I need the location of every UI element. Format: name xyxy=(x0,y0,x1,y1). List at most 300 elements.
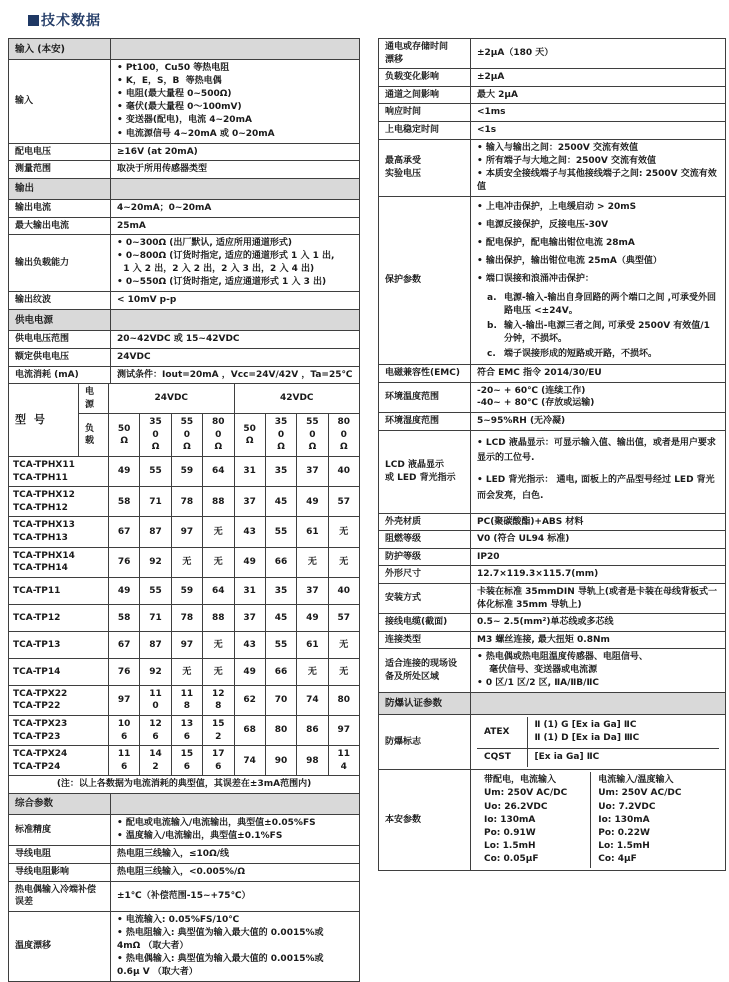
spec-value: <1ms xyxy=(471,104,726,122)
table-row xyxy=(379,365,726,383)
power-row xyxy=(9,547,360,577)
kv-rows-ripple xyxy=(9,292,360,310)
section-title: 供电电源 xyxy=(9,310,111,331)
ex-mark-inner-table xyxy=(477,717,719,767)
table-row xyxy=(379,86,726,104)
kv-rows-mechanical xyxy=(379,513,726,649)
model-cell: TCA-TP14 xyxy=(9,658,109,685)
supply-header: 电源 xyxy=(79,384,109,414)
section-header-row xyxy=(9,39,360,60)
model-cell: TCA-TPHX14 TCA-TPH14 xyxy=(9,547,109,577)
spec-line: Uo: 7.2VDC xyxy=(598,801,656,812)
current-value: 无 xyxy=(203,517,234,547)
table-row xyxy=(379,631,726,649)
table-row xyxy=(379,531,726,549)
spec-label: 输出电流 xyxy=(9,200,111,218)
spec-line: • 输入与输出之间：2500V 交流有效值 xyxy=(477,142,639,153)
current-value: 无 xyxy=(297,547,328,577)
current-value: 80 xyxy=(328,685,359,715)
cqst-row xyxy=(477,748,719,767)
spec-value xyxy=(471,139,726,196)
atex-row xyxy=(477,717,719,749)
section-header-row xyxy=(9,310,360,331)
model-cell: TCA-TP13 xyxy=(9,631,109,658)
model-cell: TCA-TP11 xyxy=(9,577,109,604)
spec-value xyxy=(471,769,726,870)
spec-line: • 所有端子与大地之间：2500V 交流有效值 xyxy=(477,155,657,166)
intrinsic-safety-row xyxy=(379,769,726,870)
current-value: 31 xyxy=(234,577,265,604)
table-row xyxy=(9,348,360,366)
kv-rows-output xyxy=(9,200,360,235)
current-value: 97 xyxy=(328,716,359,746)
current-value: 无 xyxy=(203,658,234,685)
spec-label: 标准精度 xyxy=(9,815,111,846)
spec-value: 12.7×119.3×115.7(mm) xyxy=(471,566,726,584)
table-row xyxy=(379,566,726,584)
current-value: 40 xyxy=(328,577,359,604)
spec-line: Lo: 1.5mH xyxy=(484,840,536,851)
spec-line: Po: 0.22W xyxy=(598,827,650,838)
current-value: 116 xyxy=(109,746,140,776)
current-value: 74 xyxy=(297,685,328,715)
current-value: 无 xyxy=(328,631,359,658)
current-value: 92 xyxy=(140,658,171,685)
spec-lines xyxy=(484,774,583,865)
current-value: 67 xyxy=(109,517,140,547)
spec-line: • 热电阻输入: 典型值为输入最大值的 0.0015%或 xyxy=(117,927,324,938)
model-header: 型 号 xyxy=(9,384,79,457)
spec-label: 环境湿度范围 xyxy=(379,413,471,431)
current-value: 55 xyxy=(140,457,171,487)
section-header-empty xyxy=(471,693,726,714)
spec-line: Io: 130mA xyxy=(598,814,650,825)
right-column xyxy=(378,38,726,871)
section-header-row xyxy=(379,693,726,714)
spec-line: • K，E，S，B 等热电偶 xyxy=(117,76,222,87)
lettered-item xyxy=(477,291,719,319)
power-header-row-1 xyxy=(9,384,360,414)
current-value: 40 xyxy=(328,457,359,487)
spec-line: Uo: 26.2VDC xyxy=(484,801,548,812)
spec-line: Um: 250V AC/DC xyxy=(484,788,568,799)
current-value: 156 xyxy=(171,746,202,776)
cert-value: Ⅱ (1) G [Ex ia Ga] ⅡC Ⅱ (1) D [Ex ia Da] ⅢC xyxy=(527,717,719,749)
spec-lines xyxy=(477,436,719,505)
power-table-header xyxy=(9,384,360,457)
spec-label: 导线电阻影响 xyxy=(9,863,111,881)
spec-label: 输出负载能力 xyxy=(9,235,111,292)
right-spec-table xyxy=(378,38,726,871)
spec-label: 外形尺寸 xyxy=(379,566,471,584)
spec-line: • 变送器(配电)，电流 4~20mA xyxy=(117,115,252,126)
two-column-layout xyxy=(8,38,726,982)
current-value: 55 xyxy=(265,631,296,658)
current-value: 78 xyxy=(171,604,202,631)
field-devices-row xyxy=(379,649,726,693)
table-row xyxy=(9,200,360,218)
spec-line: • 电流输入: 0.05%FS/10℃ xyxy=(117,914,240,925)
table-row xyxy=(9,217,360,235)
current-value: 45 xyxy=(265,604,296,631)
spec-line: • 输出保护，输出钳位电流 25mA（典型值） xyxy=(477,255,662,266)
item-marker: a. xyxy=(487,292,497,303)
table-row xyxy=(9,815,360,846)
note-text: (注：以上各数据为电流消耗的典型值，其误差在±3mA范围内) xyxy=(9,776,360,794)
section-header-empty xyxy=(111,178,360,199)
spec-line: • 上电冲击保护，上电缓启动 > 20mS xyxy=(477,201,637,212)
cert-name: CQST xyxy=(477,748,527,767)
is-params-inner-table xyxy=(477,772,719,868)
spec-line: Lo: 1.5mH xyxy=(598,840,650,851)
section-header-empty xyxy=(111,793,360,814)
current-value: 71 xyxy=(140,487,171,517)
current-value: 90 xyxy=(265,746,296,776)
protection-row xyxy=(379,196,726,364)
spec-value xyxy=(111,235,360,292)
current-value: 43 xyxy=(234,517,265,547)
load-col-header: 550 Ω xyxy=(171,414,202,457)
kv-rows-input xyxy=(9,143,360,178)
spec-line: Co: 0.05μF xyxy=(484,853,539,864)
current-value: 114 xyxy=(328,746,359,776)
spec-line: 4mΩ （取大者） xyxy=(117,940,189,951)
current-value: 97 xyxy=(109,685,140,715)
current-value: 78 xyxy=(171,487,202,517)
spec-label: 最高承受 实验电压 xyxy=(379,139,471,196)
lettered-item xyxy=(477,347,719,362)
item-text: 端子误接形成的短路或开路，不损坏。 xyxy=(504,349,658,360)
load-col-header: 350 Ω xyxy=(140,414,171,457)
item-marker: b. xyxy=(487,321,497,332)
spec-line: • LCD 液晶显示：可显示输入值、输出值，或者是用户要求显示的工位号. xyxy=(477,437,716,464)
item-text: 输入-输出-电源三者之间, 可承受 2500V 有效值/1 分钟，不损坏。 xyxy=(504,321,710,345)
current-value: 136 xyxy=(171,716,202,746)
model-cell: TCA-TP12 xyxy=(9,604,109,631)
spec-value: -20~ + 60℃ (连续工作) -40~ + 80℃ (存放或运输) xyxy=(471,382,726,412)
spec-label: 输入 xyxy=(9,60,111,143)
table-row xyxy=(9,331,360,349)
section-header-empty xyxy=(111,310,360,331)
load-col-header: 550 Ω xyxy=(297,414,328,457)
cert-value: [Ex ia Ga] ⅡC xyxy=(527,748,719,767)
left-column xyxy=(8,38,360,982)
spec-value: V0 (符合 UL94 标准) xyxy=(471,531,726,549)
load-col-header: 800 Ω xyxy=(328,414,359,457)
current-value: 97 xyxy=(171,631,202,658)
current-value: 49 xyxy=(234,547,265,577)
spec-label: 安装方式 xyxy=(379,583,471,613)
current-value: 97 xyxy=(171,517,202,547)
current-value: 176 xyxy=(203,746,234,776)
table-row xyxy=(379,121,726,139)
power-consumption-table xyxy=(8,383,360,776)
table-row xyxy=(379,69,726,87)
spec-label: 额定供电电压 xyxy=(9,348,111,366)
ex-mark-row xyxy=(379,714,726,769)
spec-label: 负载变化影响 xyxy=(379,69,471,87)
spec-value xyxy=(111,60,360,143)
spec-value xyxy=(111,815,360,846)
spec-label: 本安参数 xyxy=(379,769,471,870)
power-row xyxy=(9,746,360,776)
kv-rows-top xyxy=(379,39,726,140)
spec-value: 卡装在标准 35mmDIN 导轨上(或者是卡装在母线背板式一体化标准 35mm 导轨上) xyxy=(471,583,726,613)
spec-lines xyxy=(117,237,353,289)
current-value: 57 xyxy=(328,487,359,517)
spec-label: 外壳材质 xyxy=(379,513,471,531)
current-value: 59 xyxy=(171,457,202,487)
load-col-header: 50 Ω xyxy=(109,414,140,457)
spec-line: • 电阻(最大量程 0~500Ω) xyxy=(117,89,232,100)
spec-line: 电流输入/温度输入 xyxy=(598,775,674,786)
table-row xyxy=(9,292,360,310)
section-output xyxy=(9,178,360,199)
load-col-header: 350 Ω xyxy=(265,414,296,457)
table-row xyxy=(379,39,726,69)
current-value: 49 xyxy=(109,457,140,487)
current-value: 无 xyxy=(203,631,234,658)
spec-value xyxy=(471,196,726,364)
current-value: 126 xyxy=(140,716,171,746)
current-value: 152 xyxy=(203,716,234,746)
current-value: 59 xyxy=(171,577,202,604)
spec-value: < 10mV p-p xyxy=(111,292,360,310)
kv-rows-general xyxy=(9,846,360,911)
spec-label: 上电稳定时间 xyxy=(379,121,471,139)
spec-label: 适合连接的现场设备及所处区域 xyxy=(379,649,471,693)
spec-value: 5~95%RH (无冷凝) xyxy=(471,413,726,431)
spec-line: Po: 0.91W xyxy=(484,827,536,838)
spec-label: 环境温度范围 xyxy=(379,382,471,412)
spec-value: 4~20mA；0~20mA xyxy=(111,200,360,218)
voltage-group-24vdc: 24VDC xyxy=(109,384,235,414)
power-row xyxy=(9,487,360,517)
drift-row xyxy=(9,911,360,981)
spec-label: 电磁兼容性(EMC) xyxy=(379,365,471,383)
power-row xyxy=(9,604,360,631)
table-row xyxy=(379,583,726,613)
spec-line: • 配电或电流输入/电流输出，典型值±0.05%FS xyxy=(117,818,316,829)
spec-label: 通道之间影响 xyxy=(379,86,471,104)
spec-value: 20~42VDC 或 15~42VDC xyxy=(111,331,360,349)
spec-label: 最大输出电流 xyxy=(9,217,111,235)
spec-label: 通电或存储时间 漂移 xyxy=(379,39,471,69)
note-row xyxy=(9,776,360,794)
current-value: 35 xyxy=(265,457,296,487)
item-text: 电源-输入-输出自身回路的两个端口之间 ,可承受外回路电压 <±24V。 xyxy=(504,292,717,317)
spec-label: 热电偶输入冷端补偿误差 xyxy=(9,881,111,911)
spec-line: • 0 区/1 区/2 区, ⅡA/ⅡB/ⅡC xyxy=(477,678,599,689)
current-value: 35 xyxy=(265,577,296,604)
power-row xyxy=(9,577,360,604)
current-value: 61 xyxy=(297,631,328,658)
current-value: 87 xyxy=(140,517,171,547)
current-value: 98 xyxy=(297,746,328,776)
current-value: 70 xyxy=(265,685,296,715)
spec-value: 最大 2μA xyxy=(471,86,726,104)
current-value: 110 xyxy=(140,685,171,715)
power-row xyxy=(9,658,360,685)
spec-line: • 热电偶输入: 典型值为输入最大值的 0.0015%或 xyxy=(117,953,324,964)
spec-lines xyxy=(598,774,712,865)
spec-value: ±1℃（补偿范围-15~+75℃） xyxy=(111,881,360,911)
power-row xyxy=(9,631,360,658)
section-explosion-proof xyxy=(379,693,726,871)
model-cell: TCA-TPX23 TCA-TP23 xyxy=(9,716,109,746)
section-title: 输出 xyxy=(9,178,111,199)
current-value: 76 xyxy=(109,658,140,685)
spec-line: • 0~550Ω (订货时指定, 适应通道形式 1 入 3 出) xyxy=(117,277,327,288)
page-title-text: 技术数据 xyxy=(41,13,101,29)
spec-label: 供电电压范围 xyxy=(9,331,111,349)
spec-value: ±2μA xyxy=(471,69,726,87)
item-marker: c. xyxy=(487,349,496,360)
spec-label: 连接类型 xyxy=(379,631,471,649)
spec-value: IP20 xyxy=(471,548,726,566)
display-row xyxy=(379,430,726,513)
load-capacity-row xyxy=(9,235,360,292)
spec-line: • 毫伏(最大量程 0～100mV) xyxy=(117,102,242,113)
table-row xyxy=(379,513,726,531)
current-value: 无 xyxy=(328,517,359,547)
spec-value xyxy=(471,714,726,769)
current-value: 37 xyxy=(297,457,328,487)
current-value: 43 xyxy=(234,631,265,658)
spec-line: • 0~800Ω (订货时指定, 适应的通道形式 1 入 1 出, xyxy=(117,251,335,262)
current-value: 无 xyxy=(171,658,202,685)
cert-name: ATEX xyxy=(484,726,510,737)
spec-value: M3 螺丝连接, 最大扭矩 0.8Nm xyxy=(471,631,726,649)
current-value: 87 xyxy=(140,631,171,658)
spec-label: 防护等级 xyxy=(379,548,471,566)
left-spec-table-top xyxy=(8,38,360,384)
section-title: 综合参数 xyxy=(9,793,111,814)
model-cell: TCA-TPX24 TCA-TP24 xyxy=(9,746,109,776)
current-value: 37 xyxy=(234,487,265,517)
spec-label: 配电电压 xyxy=(9,143,111,161)
spec-value: 25mA xyxy=(111,217,360,235)
table-row xyxy=(379,196,726,364)
spec-line: • 配电保护，配电输出钳位电流 28mA xyxy=(477,237,635,248)
title-square-icon xyxy=(28,15,39,26)
current-value: 45 xyxy=(265,487,296,517)
spec-line: Io: 130mA xyxy=(484,814,536,825)
spec-line: • 0~300Ω (出厂默认, 适应所用通道形式) xyxy=(117,238,293,249)
load-col-header: 800 Ω xyxy=(203,414,234,457)
spec-value xyxy=(471,430,726,513)
power-row xyxy=(9,716,360,746)
power-row xyxy=(9,685,360,715)
section-input xyxy=(9,39,360,144)
spec-value: 0.5~ 2.5(mm²)单芯线或多芯线 xyxy=(471,614,726,632)
note-and-general xyxy=(9,776,360,846)
spec-line: • 电流源信号 4~20mA 或 0~20mA xyxy=(117,128,275,139)
lettered-item xyxy=(477,319,719,347)
spec-value: 24VDC xyxy=(111,348,360,366)
current-value: 64 xyxy=(203,457,234,487)
table-row xyxy=(9,60,360,143)
is-params-columns xyxy=(477,772,719,868)
spec-line: Um: 250V AC/DC xyxy=(598,788,682,799)
spec-lines xyxy=(477,142,719,194)
table-row xyxy=(379,649,726,693)
spec-lines xyxy=(477,651,719,690)
current-value: 62 xyxy=(234,685,265,715)
section-title: 防爆认证参数 xyxy=(379,693,471,714)
spec-lines xyxy=(117,817,353,843)
spec-lines xyxy=(477,201,719,286)
spec-line: • 温度输入/电流输出，典型值±0.1%FS xyxy=(117,831,283,842)
withstand-voltage-row xyxy=(379,139,726,196)
spec-line: 0.6μ V （取大者） xyxy=(117,966,198,977)
is-params-col-1 xyxy=(477,772,591,868)
table-row xyxy=(9,863,360,881)
current-value: 67 xyxy=(109,631,140,658)
spec-line: • 热电偶或热电阻温度传感器、电阻信号、 xyxy=(477,652,648,663)
spec-label: 导线电阻 xyxy=(9,846,111,864)
section-power-supply xyxy=(9,310,360,331)
spec-line: • 本质安全接线端子与其他接线端子之间: 2500V 交流有效值 xyxy=(477,168,717,192)
current-value: 无 xyxy=(171,547,202,577)
spec-value: 取决于所用传感器类型 xyxy=(111,161,360,179)
current-value: 无 xyxy=(297,658,328,685)
section-title: 输入 (本安) xyxy=(9,39,111,60)
spec-label: 防爆标志 xyxy=(379,714,471,769)
section-header-empty xyxy=(111,39,360,60)
current-value: 71 xyxy=(140,604,171,631)
spec-label: LCD 液晶显示 或 LED 背光指示 xyxy=(379,430,471,513)
current-value: 55 xyxy=(140,577,171,604)
current-value: 68 xyxy=(234,716,265,746)
table-row xyxy=(9,366,360,384)
spec-label: 保护参数 xyxy=(379,196,471,364)
lettered-list xyxy=(477,291,719,362)
left-spec-table-bottom xyxy=(8,775,360,982)
current-value: 37 xyxy=(297,577,328,604)
current-value: 86 xyxy=(297,716,328,746)
spec-line: 1 入 2 出，2 入 2 出，2 入 3 出，2 入 4 出) xyxy=(117,264,315,275)
load-header: 负载 xyxy=(79,414,109,457)
current-value: 无 xyxy=(328,658,359,685)
spec-line: 毫伏信号、变送器或电流源 xyxy=(477,665,598,676)
spec-value: ±2μA（180 天） xyxy=(471,39,726,69)
model-cell: TCA-TPHX13 TCA-TPH13 xyxy=(9,517,109,547)
current-value: 无 xyxy=(328,547,359,577)
model-cell: TCA-TPHX11 TCA-TPH11 xyxy=(9,457,109,487)
current-value: 74 xyxy=(234,746,265,776)
spec-label: 接线电缆(截面) xyxy=(379,614,471,632)
spec-line: 带配电，电流输入 xyxy=(484,775,557,786)
current-value: 88 xyxy=(203,604,234,631)
spec-lines xyxy=(117,62,353,140)
current-value: 无 xyxy=(203,547,234,577)
table-row xyxy=(9,881,360,911)
section-header-row xyxy=(9,793,360,814)
current-value: 142 xyxy=(140,746,171,776)
spec-line: • LED 背光指示： 通电, 面板上的产品型号经过 LED 背光而会发亮，白色. xyxy=(477,475,715,501)
table-row xyxy=(9,846,360,864)
power-table-body xyxy=(9,457,360,776)
is-params-col-2 xyxy=(591,772,719,868)
spec-value: 测试条件：Iout=20mA ，Vcc=24V/42V ，Ta=25℃ xyxy=(111,366,360,384)
current-value: 58 xyxy=(109,604,140,631)
table-row xyxy=(379,430,726,513)
current-value: 49 xyxy=(234,658,265,685)
table-row xyxy=(9,911,360,981)
spec-label: 输出纹波 xyxy=(9,292,111,310)
spec-value xyxy=(111,911,360,981)
